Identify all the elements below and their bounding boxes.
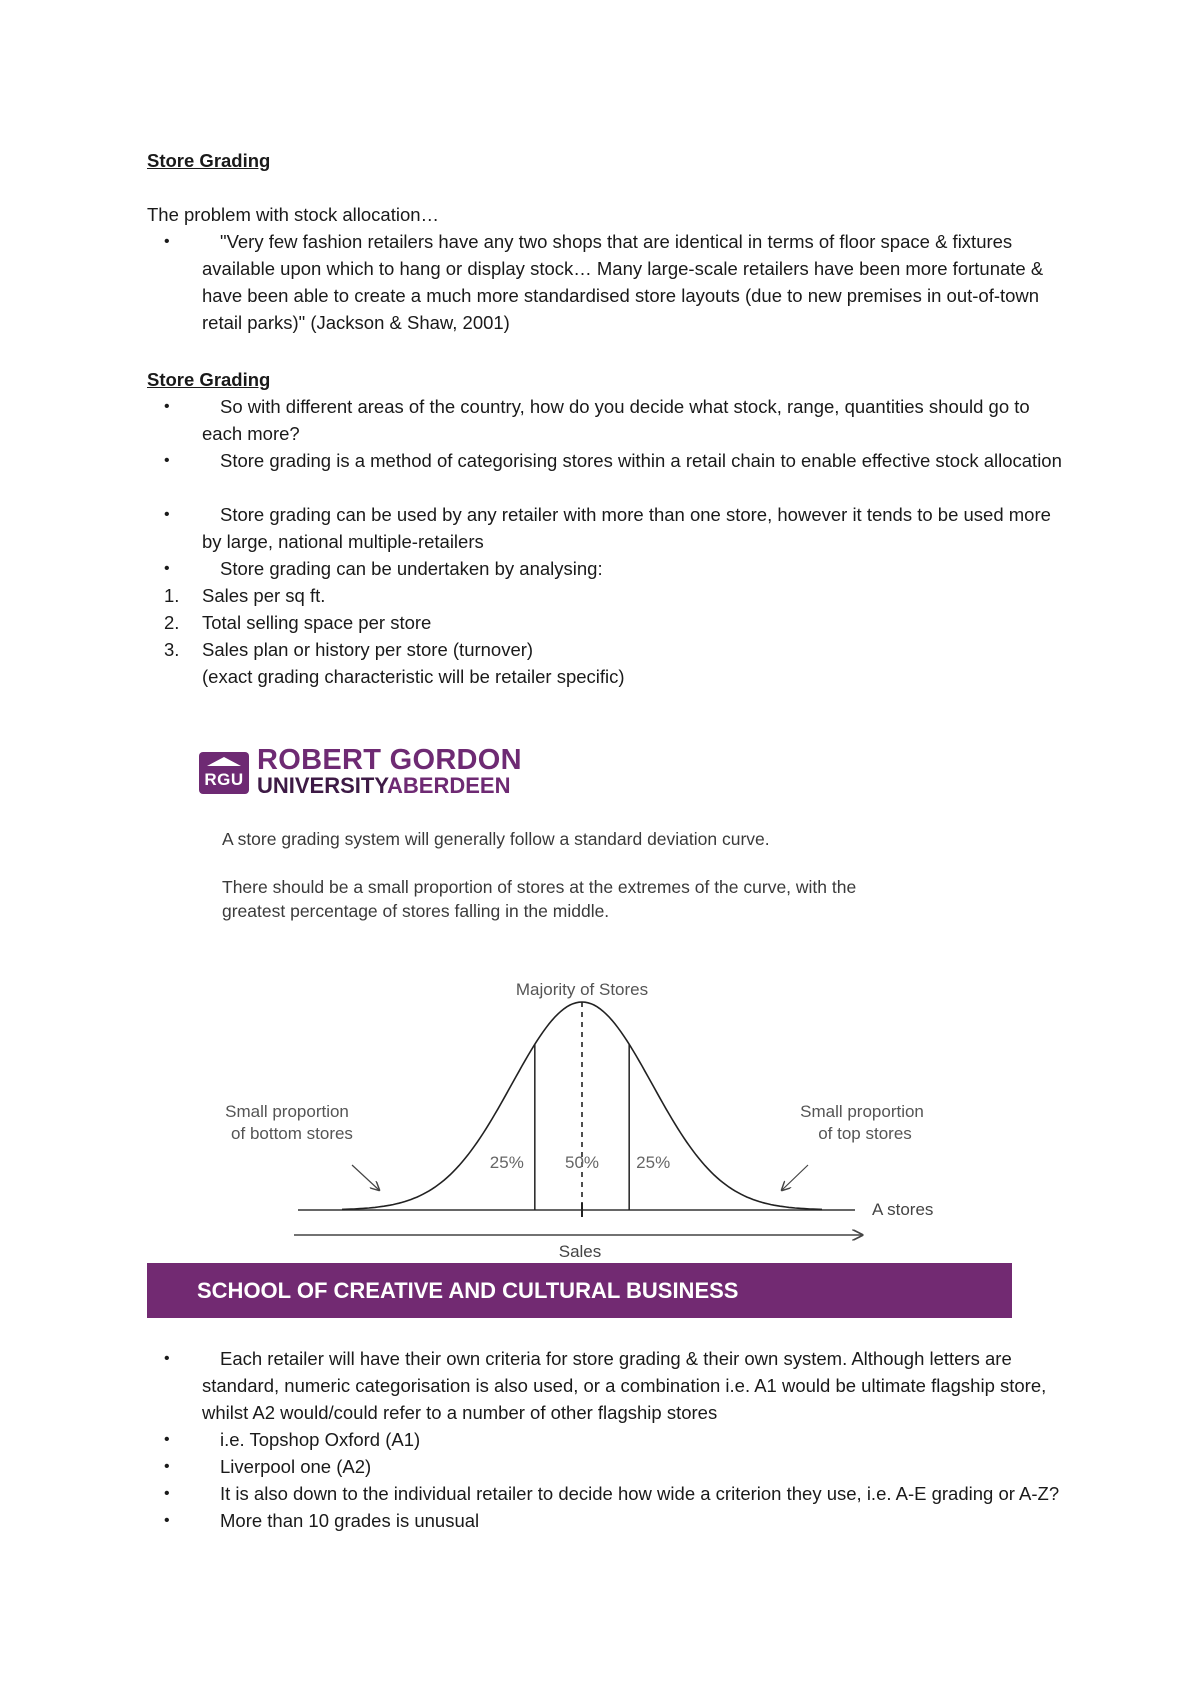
logo-university: UNIVERSITY — [257, 773, 388, 798]
logo-aberdeen: ABERDEEN — [387, 773, 511, 798]
bullet-marker: • — [164, 1485, 170, 1502]
x-axis-label: Sales — [558, 1242, 602, 1261]
segment-label-right: 25% — [636, 1153, 671, 1172]
list-item-text: Store grading can be undertaken by analysing: — [220, 558, 603, 579]
bullet-list — [147, 1345, 1067, 1534]
bullet-marker: • — [164, 506, 170, 523]
item-number: 2. — [164, 612, 180, 633]
numbered-list — [147, 582, 1067, 663]
slide-text-2a: There should be a small proportion of stores at the extremes of the curve, with the — [222, 877, 857, 897]
section-store-grading — [147, 366, 1067, 690]
bullet-marker: • — [164, 1512, 170, 1529]
numbered-item — [147, 582, 1067, 609]
list-item — [147, 1480, 1067, 1507]
list-item — [147, 555, 1067, 582]
bullet-marker: • — [164, 1350, 170, 1367]
list-item-text: So with different areas of the country, how do you decide what stock, range, quantities should go to each more? — [202, 396, 1030, 444]
annotation-right-line1: Small proportion — [800, 1102, 924, 1121]
bullet-marker: • — [164, 398, 170, 415]
list-item — [147, 228, 1067, 336]
numbered-item-text: Total selling space per store — [202, 612, 432, 633]
slide-text-2b: greatest percentage of stores falling in the middle. — [222, 901, 610, 921]
normal-curve-chart — [147, 735, 1012, 1263]
bullet-marker: • — [164, 1458, 170, 1475]
annotation-right-line2: of top stores — [818, 1124, 912, 1143]
numbered-item-text: Sales plan or history per store (turnover) — [202, 639, 534, 660]
list-item-text: i.e. Topshop Oxford (A1) — [220, 1429, 421, 1450]
list-item — [147, 1507, 1067, 1534]
annotation-left-line2: of bottom stores — [231, 1124, 353, 1143]
logo-badge-text: RGU — [204, 770, 244, 789]
school-banner: SCHOOL OF CREATIVE AND CULTURAL BUSINESS — [147, 1263, 1012, 1318]
item-number: 3. — [164, 639, 180, 660]
list-item — [147, 1345, 1067, 1426]
item-number: 1. — [164, 585, 180, 606]
segment-label-left: 25% — [489, 1153, 524, 1172]
section-heading: Store Grading — [147, 150, 271, 171]
list-item-text: Each retailer will have their own criteria for store grading & their own system. Although letters are standard, numeric categorisation is also used, or a combination i.e. A1 would be ultimate flagship store, whilst A2 would/could refer to a number of other flagship stores — [202, 1348, 1047, 1423]
section-problem — [147, 147, 1067, 336]
numbered-item — [147, 609, 1067, 636]
list-item-text: Store grading is a method of categorising stores within a retail chain to enable effective stock allocation — [220, 450, 1062, 471]
annotation-left-line1: Small proportion — [225, 1102, 349, 1121]
embedded-slide — [147, 735, 1012, 1323]
slide-text-1: A store grading system will generally follow a standard deviation curve. — [222, 829, 770, 849]
segment-label-middle: 50% — [564, 1153, 600, 1172]
list-item-text: Store grading can be used by any retailer with more than one store, however it tends to be used more by large, national multiple-retailers — [202, 504, 1051, 552]
bullet-marker: • — [164, 560, 170, 577]
note-text: (exact grading characteristic will be retailer specific) — [202, 666, 625, 687]
list-item — [147, 447, 1067, 474]
numbered-item — [147, 636, 1067, 663]
arrow-left — [352, 1165, 379, 1190]
numbered-item-text: Sales per sq ft. — [202, 585, 326, 606]
logo-line-1: ROBERT GORDON — [257, 744, 522, 776]
list-item — [147, 393, 1067, 447]
baseline-label: A stores — [872, 1200, 934, 1219]
bullet-marker: • — [164, 452, 170, 469]
bullet-marker: • — [164, 1431, 170, 1448]
chart-title: Majority of Stores — [515, 980, 649, 999]
bullet-list — [147, 228, 1067, 336]
intro-text: The problem with stock allocation… — [147, 204, 440, 225]
arrow-right — [782, 1165, 808, 1190]
list-item-text: Liverpool one (A2) — [220, 1456, 372, 1477]
section-heading: Store Grading — [147, 369, 271, 390]
list-item — [147, 1453, 1067, 1480]
bullet-marker: • — [164, 233, 170, 250]
bullet-list — [147, 501, 1067, 582]
quote-text: "Very few fashion retailers have any two shops that are identical in terms of floor space & fixtures available upon which to hang or display stock… Many large-scale retailers have been more fortunate & have been able to create a much more standardised store layouts (due to new premises in out-of-town retail parks)" (Jackson & Shaw, 2001) — [202, 231, 1044, 333]
bullet-list — [147, 393, 1067, 474]
list-item — [147, 501, 1067, 555]
section-criteria — [147, 1345, 1067, 1534]
list-item-text: More than 10 grades is unusual — [220, 1510, 480, 1531]
list-item-text: It is also down to the individual retailer to decide how wide a criterion they use, i.e. A-E grading or A-Z? — [220, 1483, 1060, 1504]
list-item — [147, 1426, 1067, 1453]
